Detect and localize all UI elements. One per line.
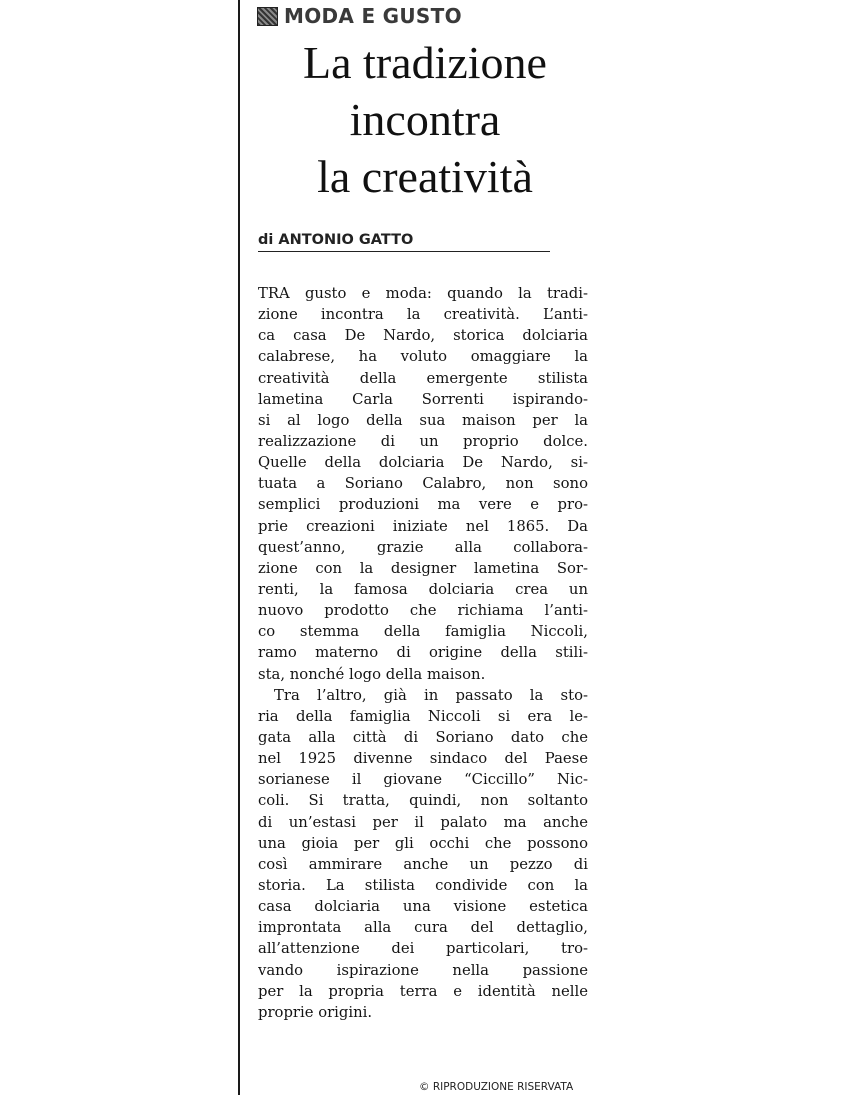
body-line: semplici produzioni ma vere e pro- xyxy=(258,496,588,514)
byline-rule xyxy=(258,232,550,252)
body-line: Quelle della dolciaria De Nardo, si- xyxy=(258,454,588,472)
body-line: quest’anno, grazie alla collabora- xyxy=(258,538,588,556)
body-line: improntata alla cura del dettaglio, xyxy=(258,919,588,937)
body-line: renti, la famosa dolciaria crea un xyxy=(258,580,588,598)
headline-line: incontra xyxy=(349,94,501,145)
body-line: si al logo della sua maison per la xyxy=(258,411,588,429)
body-line: vando ispirazione nella passione xyxy=(258,961,588,979)
copyright-notice: © RIPRODUZIONE RISERVATA xyxy=(419,1081,574,1093)
body-line: ca casa De Nardo, storica dolciaria xyxy=(258,327,588,345)
body-line: sta, nonché logo della maison. xyxy=(258,665,486,683)
section-square-icon xyxy=(257,7,278,26)
body-line: TRA gusto e moda: quando la tradi- xyxy=(258,285,588,302)
body-line: calabrese, ha voluto omaggiare la xyxy=(258,348,588,366)
body-line: nuovo prodotto che richiama l’anti- xyxy=(258,602,588,620)
body-line: creatività della emergente stilista xyxy=(258,369,588,387)
body-line: sorianese il giovane “Ciccillo” Nic- xyxy=(258,771,588,789)
body-line: gata alla città di Soriano dato che xyxy=(258,728,588,746)
byline: di ANTONIO GATTO xyxy=(258,232,414,248)
headline-line: La tradizione xyxy=(303,37,547,88)
body-line: per la propria terra e identità nelle xyxy=(258,982,588,1000)
body-line: lametina Carla Sorrenti ispirando- xyxy=(258,390,588,408)
body-line: casa dolciaria una visione estetica xyxy=(258,898,588,916)
body-line: una gioia per gli occhi che possono xyxy=(258,834,588,852)
body-line: zione con la designer lametina Sor- xyxy=(258,559,588,577)
column-rule xyxy=(238,0,240,1095)
body-line: all’attenzione dei particolari, tro- xyxy=(258,940,588,958)
body-line: proprie origini. xyxy=(258,1003,373,1021)
body-line: di un’estasi per il palato ma anche xyxy=(258,813,588,831)
body-line: prie creazioni iniziate nel 1865. Da xyxy=(258,517,588,535)
section-header xyxy=(257,4,462,28)
body-line: storia. La stilista condivide con la xyxy=(258,876,588,894)
body-line: zione incontra la creatività. L’anti- xyxy=(258,306,588,324)
article-body xyxy=(258,283,588,1023)
body-line: Tra l’altro, già in passato la sto- xyxy=(274,686,588,704)
headline-line: la creatività xyxy=(317,151,533,202)
body-line: ramo materno di origine della stili- xyxy=(258,644,588,662)
body-line: tuata a Soriano Calabro, non sono xyxy=(258,475,588,493)
body-line: così ammirare anche un pezzo di xyxy=(258,855,588,873)
headline xyxy=(250,34,600,205)
body-line: coli. Si tratta, quindi, non soltanto xyxy=(258,792,588,810)
body-line: nel 1925 divenne sindaco del Paese xyxy=(258,750,588,768)
body-line: co stemma della famiglia Niccoli, xyxy=(258,623,588,641)
body-line: realizzazione di un proprio dolce. xyxy=(258,432,588,450)
section-label: MODA E GUSTO xyxy=(284,4,462,28)
body-line: ria della famiglia Niccoli si era le- xyxy=(258,707,588,725)
